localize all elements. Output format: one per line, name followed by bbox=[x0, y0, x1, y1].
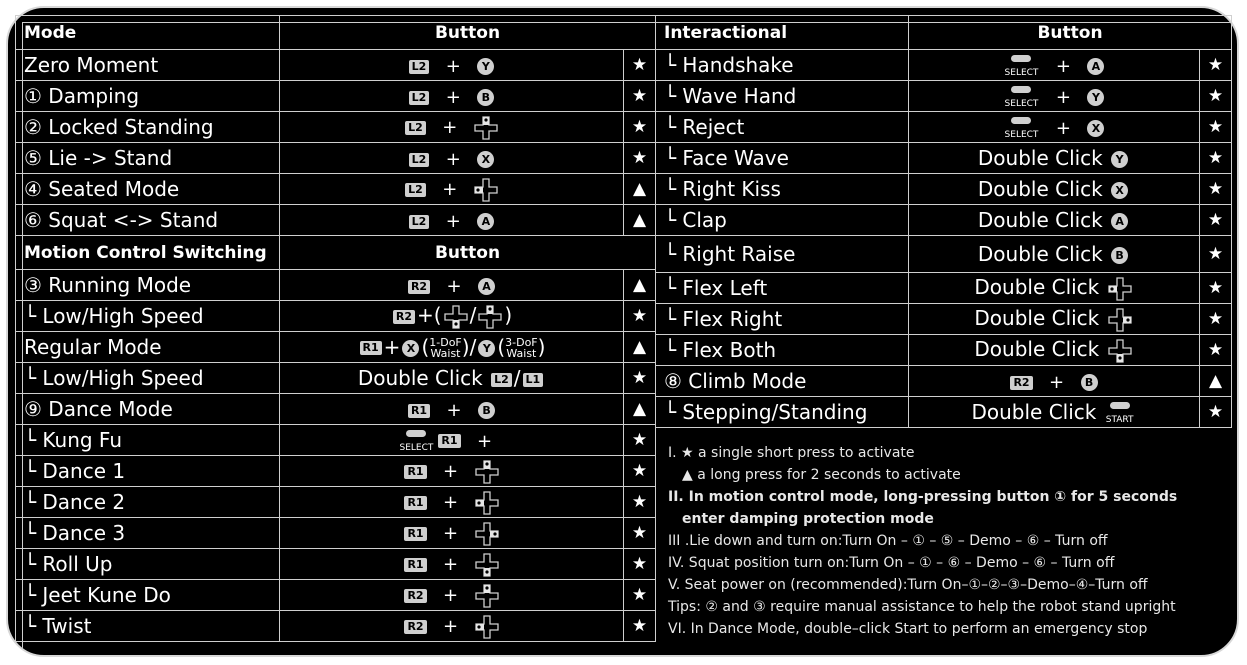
short-press-star-icon: ★ bbox=[1200, 273, 1232, 304]
a-button-icon: A bbox=[478, 278, 495, 295]
key-l2: L2 bbox=[409, 153, 430, 167]
key-r2: R2 bbox=[393, 310, 415, 324]
short-press-star-icon: ★ bbox=[624, 81, 656, 112]
right-mode-header: Interactional bbox=[656, 16, 909, 50]
double-click-label: Double Click bbox=[974, 337, 1100, 362]
double-click-label: Double Click bbox=[974, 275, 1100, 300]
button-combo bbox=[909, 366, 1200, 397]
short-press-star-icon: ★ bbox=[1200, 205, 1232, 236]
mode-name: ② Locked Standing bbox=[16, 112, 280, 143]
key-r1: R1 bbox=[404, 527, 426, 541]
dpad-down-icon bbox=[475, 553, 499, 577]
plus-sign: + bbox=[416, 303, 434, 328]
table-row bbox=[656, 273, 1232, 304]
select-button-icon bbox=[1005, 86, 1039, 108]
mode-name: └ Roll Up bbox=[16, 549, 280, 580]
right-button-header: Button bbox=[909, 16, 1232, 50]
mode-name: └ Flex Both bbox=[656, 335, 909, 366]
long-press-triangle-icon: ▲ bbox=[624, 205, 656, 236]
button-combo bbox=[280, 487, 624, 518]
mode-name: Regular Mode bbox=[16, 332, 280, 363]
dpad-up-icon bbox=[475, 460, 499, 484]
b-button-icon: B bbox=[477, 89, 494, 106]
short-press-star-icon: ★ bbox=[624, 143, 656, 174]
mode-name: └ Handshake bbox=[656, 50, 909, 81]
key-l2: L2 bbox=[405, 183, 426, 197]
mode-name: ⑧ Climb Mode bbox=[656, 366, 909, 397]
short-press-star-icon: ★ bbox=[1200, 304, 1232, 335]
button-combo bbox=[909, 81, 1200, 112]
note-line: VI. In Dance Mode, double–click Start to perform an emergency stop bbox=[668, 621, 1148, 637]
mode-name: └ Stepping/Standing bbox=[656, 397, 909, 428]
plus-sign: + bbox=[443, 523, 459, 545]
dpad-down-icon bbox=[1108, 339, 1132, 363]
y-button-icon: Y bbox=[478, 340, 495, 357]
left-table bbox=[15, 15, 656, 642]
right-table bbox=[655, 15, 1232, 428]
select-button-icon bbox=[1005, 117, 1039, 139]
select-label: START bbox=[1105, 415, 1134, 426]
short-press-star-icon: ★ bbox=[1200, 174, 1232, 205]
select-button-icon bbox=[399, 430, 433, 452]
dpad-up-icon bbox=[475, 584, 499, 608]
mode-name: ⑥ Squat <-> Stand bbox=[16, 205, 280, 236]
plus-sign: + bbox=[443, 492, 459, 514]
table-row bbox=[16, 580, 656, 611]
note-line: enter damping protection mode bbox=[682, 511, 934, 527]
short-press-star-icon: ★ bbox=[624, 580, 656, 611]
key-r1: R1 bbox=[404, 496, 426, 510]
plus-sign: + bbox=[445, 211, 461, 232]
pill-shape bbox=[1011, 86, 1031, 93]
key-l2: L2 bbox=[405, 121, 426, 135]
mode-name: └ Right Kiss bbox=[656, 174, 909, 205]
mode-name: └ Kung Fu bbox=[16, 425, 280, 456]
table-row bbox=[16, 332, 656, 363]
button-combo bbox=[909, 50, 1200, 81]
select-label: SELECT bbox=[399, 443, 434, 454]
dpad-up-icon bbox=[478, 305, 502, 329]
button-combo bbox=[280, 394, 624, 425]
button-combo bbox=[280, 580, 624, 611]
slash: / bbox=[469, 303, 477, 328]
mode-name: └ Wave Hand bbox=[656, 81, 909, 112]
double-click-label: Double Click bbox=[971, 399, 1097, 424]
paren-open: ( bbox=[497, 334, 506, 359]
short-press-star-icon: ★ bbox=[1200, 81, 1232, 112]
mode-name: └ Low/High Speed bbox=[16, 363, 280, 394]
a-button-icon: A bbox=[1111, 213, 1128, 230]
pill-shape bbox=[1011, 55, 1031, 62]
motion-header-row bbox=[16, 236, 656, 270]
plus-sign: + bbox=[383, 334, 401, 359]
x-button-icon: X bbox=[1087, 120, 1104, 137]
table-row bbox=[16, 143, 656, 174]
button-combo bbox=[909, 143, 1200, 174]
paren-open: ( bbox=[433, 303, 442, 328]
short-press-star-icon: ★ bbox=[1200, 397, 1232, 428]
table-row bbox=[16, 205, 656, 236]
short-press-star-icon: ★ bbox=[624, 301, 656, 332]
double-click-label: Double Click bbox=[974, 306, 1100, 331]
table-row bbox=[656, 397, 1232, 428]
plus-sign: + bbox=[446, 400, 462, 421]
table-row bbox=[16, 518, 656, 549]
pill-shape bbox=[1110, 402, 1130, 409]
right-header-row bbox=[656, 16, 1232, 50]
long-press-triangle-icon: ▲ bbox=[624, 332, 656, 363]
mode-name: └ Face Wave bbox=[656, 143, 909, 174]
plus-sign: + bbox=[1055, 86, 1071, 108]
button-combo bbox=[909, 304, 1200, 335]
table-row bbox=[16, 301, 656, 332]
short-press-star-icon: ★ bbox=[624, 50, 656, 81]
dof-3-top: 3-DoF bbox=[505, 336, 538, 350]
key-r2: R2 bbox=[1010, 376, 1032, 390]
double-click-label: Double Click bbox=[977, 242, 1103, 266]
button-combo bbox=[909, 335, 1200, 366]
double-click-label: Double Click bbox=[977, 177, 1103, 201]
short-press-star-icon: ★ bbox=[624, 518, 656, 549]
a-button-icon: A bbox=[1087, 58, 1104, 75]
table-row bbox=[656, 143, 1232, 174]
select-label: SELECT bbox=[1004, 99, 1039, 110]
table-row bbox=[16, 456, 656, 487]
table-row bbox=[656, 174, 1232, 205]
mode-name: ④ Seated Mode bbox=[16, 174, 280, 205]
key-r1: R1 bbox=[404, 465, 426, 479]
mode-name: └ Dance 2 bbox=[16, 487, 280, 518]
button-combo bbox=[280, 363, 624, 394]
button-combo bbox=[909, 174, 1200, 205]
plus-sign: + bbox=[445, 87, 461, 108]
plus-sign: + bbox=[442, 179, 458, 201]
button-combo bbox=[909, 205, 1200, 236]
plus-sign: + bbox=[1049, 372, 1065, 393]
dpad-left-icon bbox=[1108, 277, 1132, 301]
dof-1-top: 1-DoF bbox=[429, 336, 462, 350]
table-row bbox=[16, 363, 656, 394]
left-button-header: Button bbox=[280, 16, 656, 50]
short-press-star-icon: ★ bbox=[1200, 143, 1232, 174]
key-l2: L2 bbox=[491, 373, 512, 387]
x-button-icon: X bbox=[477, 151, 494, 168]
key-r2: R2 bbox=[408, 280, 430, 294]
button-combo bbox=[280, 549, 624, 580]
dpad-left-icon bbox=[475, 615, 499, 639]
plus-sign: + bbox=[443, 585, 459, 607]
button-combo bbox=[280, 205, 624, 236]
long-press-triangle-icon: ▲ bbox=[624, 174, 656, 205]
button-combo bbox=[280, 50, 624, 81]
note-line: III .Lie down and turn on:Turn On – ① – ⑤ – Demo – ⑥ – Turn off bbox=[668, 533, 1108, 549]
slash: / bbox=[513, 366, 521, 390]
plus-sign: + bbox=[446, 276, 462, 297]
table-row bbox=[16, 270, 656, 301]
button-combo bbox=[909, 236, 1200, 273]
button-combo bbox=[280, 518, 624, 549]
button-combo bbox=[280, 174, 624, 205]
key-r1: R1 bbox=[360, 341, 382, 355]
note-line: I. ★ a single short press to activate bbox=[668, 445, 915, 461]
key-l2: L2 bbox=[409, 215, 430, 229]
button-combo bbox=[280, 332, 624, 363]
left-header-row bbox=[16, 16, 656, 50]
button-combo bbox=[280, 81, 624, 112]
dpad-right-icon bbox=[1108, 308, 1132, 332]
dpad-left-icon bbox=[474, 178, 498, 202]
button-combo bbox=[280, 425, 624, 456]
table-row bbox=[16, 50, 656, 81]
button-combo bbox=[280, 611, 624, 642]
b-button-icon: B bbox=[1111, 247, 1128, 264]
mode-name: ⑨ Dance Mode bbox=[16, 394, 280, 425]
paren-close: ) bbox=[504, 303, 513, 328]
long-press-triangle-icon: ▲ bbox=[1200, 366, 1232, 397]
key-r1: R1 bbox=[408, 404, 430, 418]
key-r1: R1 bbox=[438, 434, 460, 448]
pill-shape bbox=[406, 430, 426, 437]
mode-name: └ Flex Left bbox=[656, 273, 909, 304]
mode-name: └ Flex Right bbox=[656, 304, 909, 335]
motion-mode-header: Motion Control Switching bbox=[16, 236, 280, 270]
y-button-icon: Y bbox=[477, 58, 494, 75]
double-click-label: Double Click bbox=[357, 366, 483, 390]
mode-name: └ Clap bbox=[656, 205, 909, 236]
table-row bbox=[656, 112, 1232, 143]
motion-button-header: Button bbox=[280, 236, 656, 270]
note-line: II. In motion control mode, long-pressing button ① for 5 seconds bbox=[668, 489, 1178, 505]
paren-open: ( bbox=[421, 334, 430, 359]
short-press-star-icon: ★ bbox=[624, 112, 656, 143]
mode-name: └ Jeet Kune Do bbox=[16, 580, 280, 611]
table-row bbox=[16, 549, 656, 580]
notes-panel bbox=[668, 442, 1228, 640]
table-row bbox=[16, 174, 656, 205]
note-line: IV. Squat position turn on:Turn On – ① – ⑥ – Demo – ⑥ – Turn off bbox=[668, 555, 1115, 571]
short-press-star-icon: ★ bbox=[1200, 236, 1232, 273]
short-press-star-icon: ★ bbox=[624, 363, 656, 394]
short-press-star-icon: ★ bbox=[624, 611, 656, 642]
x-button-icon: X bbox=[402, 340, 419, 357]
mode-name: └ Low/High Speed bbox=[16, 301, 280, 332]
table-row bbox=[656, 50, 1232, 81]
key-r1: R1 bbox=[404, 558, 426, 572]
select-label: SELECT bbox=[1004, 130, 1039, 141]
key-r2: R2 bbox=[404, 620, 426, 634]
mode-name: └ Twist bbox=[16, 611, 280, 642]
a-button-icon: A bbox=[477, 213, 494, 230]
y-button-icon: Y bbox=[1111, 151, 1128, 168]
slash: / bbox=[469, 334, 477, 359]
long-press-triangle-icon: ▲ bbox=[624, 394, 656, 425]
key-l2: L2 bbox=[409, 91, 430, 105]
table-row bbox=[16, 611, 656, 642]
button-combo bbox=[280, 456, 624, 487]
note-line: V. Seat power on (recommended):Turn On–①–②–③–Demo–④–Turn off bbox=[668, 577, 1148, 593]
b-button-icon: B bbox=[1081, 374, 1098, 391]
plus-sign: + bbox=[443, 554, 459, 576]
button-combo bbox=[909, 273, 1200, 304]
key-r2: R2 bbox=[404, 589, 426, 603]
short-press-star-icon: ★ bbox=[1200, 50, 1232, 81]
button-combo bbox=[280, 112, 624, 143]
plus-sign: + bbox=[442, 117, 458, 139]
button-combo bbox=[280, 270, 624, 301]
table-row bbox=[16, 112, 656, 143]
dof-1-label bbox=[429, 337, 462, 359]
plus-sign: + bbox=[443, 616, 459, 638]
pill-shape bbox=[1011, 117, 1031, 124]
dpad-down-icon bbox=[444, 305, 468, 329]
dpad-up-icon bbox=[474, 116, 498, 140]
double-click-label: Double Click bbox=[977, 146, 1103, 170]
plus-sign: + bbox=[445, 149, 461, 170]
dof-1-bottom: Waist bbox=[430, 347, 461, 361]
short-press-star-icon: ★ bbox=[1200, 112, 1232, 143]
x-button-icon: X bbox=[1111, 182, 1128, 199]
key-l2: L2 bbox=[409, 60, 430, 74]
dpad-left-icon bbox=[475, 491, 499, 515]
table-row bbox=[656, 366, 1232, 397]
button-combo bbox=[280, 301, 624, 332]
paren-close: ) bbox=[537, 334, 546, 359]
mode-name: ① Damping bbox=[16, 81, 280, 112]
table-row bbox=[16, 81, 656, 112]
table-row bbox=[656, 205, 1232, 236]
plus-sign: + bbox=[1055, 55, 1071, 77]
mode-name: ⑤ Lie -> Stand bbox=[16, 143, 280, 174]
short-press-star-icon: ★ bbox=[624, 425, 656, 456]
select-button-icon bbox=[1106, 402, 1134, 424]
select-button-icon bbox=[1005, 55, 1039, 77]
button-combo bbox=[909, 397, 1200, 428]
plus-sign: + bbox=[443, 461, 459, 483]
left-mode-header: Mode bbox=[16, 16, 280, 50]
table-row bbox=[16, 425, 656, 456]
table-row bbox=[16, 487, 656, 518]
note-line: Tips: ② and ③ require manual assistance to help the robot stand upright bbox=[668, 599, 1176, 615]
dpad-right-icon bbox=[475, 522, 499, 546]
mode-name: ③ Running Mode bbox=[16, 270, 280, 301]
y-button-icon: Y bbox=[1087, 89, 1104, 106]
b-button-icon: B bbox=[478, 402, 495, 419]
button-combo bbox=[280, 143, 624, 174]
button-combo bbox=[909, 112, 1200, 143]
mode-name: └ Dance 1 bbox=[16, 456, 280, 487]
dof-3-label bbox=[505, 337, 538, 359]
short-press-star-icon: ★ bbox=[624, 456, 656, 487]
paren-close: ) bbox=[461, 334, 470, 359]
table-row bbox=[656, 304, 1232, 335]
note-line: ▲ a long press for 2 seconds to activate bbox=[682, 467, 961, 483]
dof-3-bottom: Waist bbox=[506, 347, 537, 361]
short-press-star-icon: ★ bbox=[624, 549, 656, 580]
plus-sign: + bbox=[1055, 117, 1071, 139]
key-l1: L1 bbox=[523, 373, 544, 387]
select-label: SELECT bbox=[1004, 68, 1039, 79]
long-press-triangle-icon: ▲ bbox=[624, 270, 656, 301]
table-row bbox=[656, 335, 1232, 366]
double-click-label: Double Click bbox=[977, 208, 1103, 232]
plus-sign: + bbox=[445, 56, 461, 77]
short-press-star-icon: ★ bbox=[624, 487, 656, 518]
short-press-star-icon: ★ bbox=[1200, 335, 1232, 366]
plus-sign: + bbox=[476, 430, 493, 452]
table-row bbox=[656, 81, 1232, 112]
mode-name: └ Dance 3 bbox=[16, 518, 280, 549]
table-row bbox=[656, 236, 1232, 273]
mode-name: Zero Moment bbox=[16, 50, 280, 81]
table-row bbox=[16, 394, 656, 425]
mode-name: └ Right Raise bbox=[656, 236, 909, 273]
mode-name: └ Reject bbox=[656, 112, 909, 143]
